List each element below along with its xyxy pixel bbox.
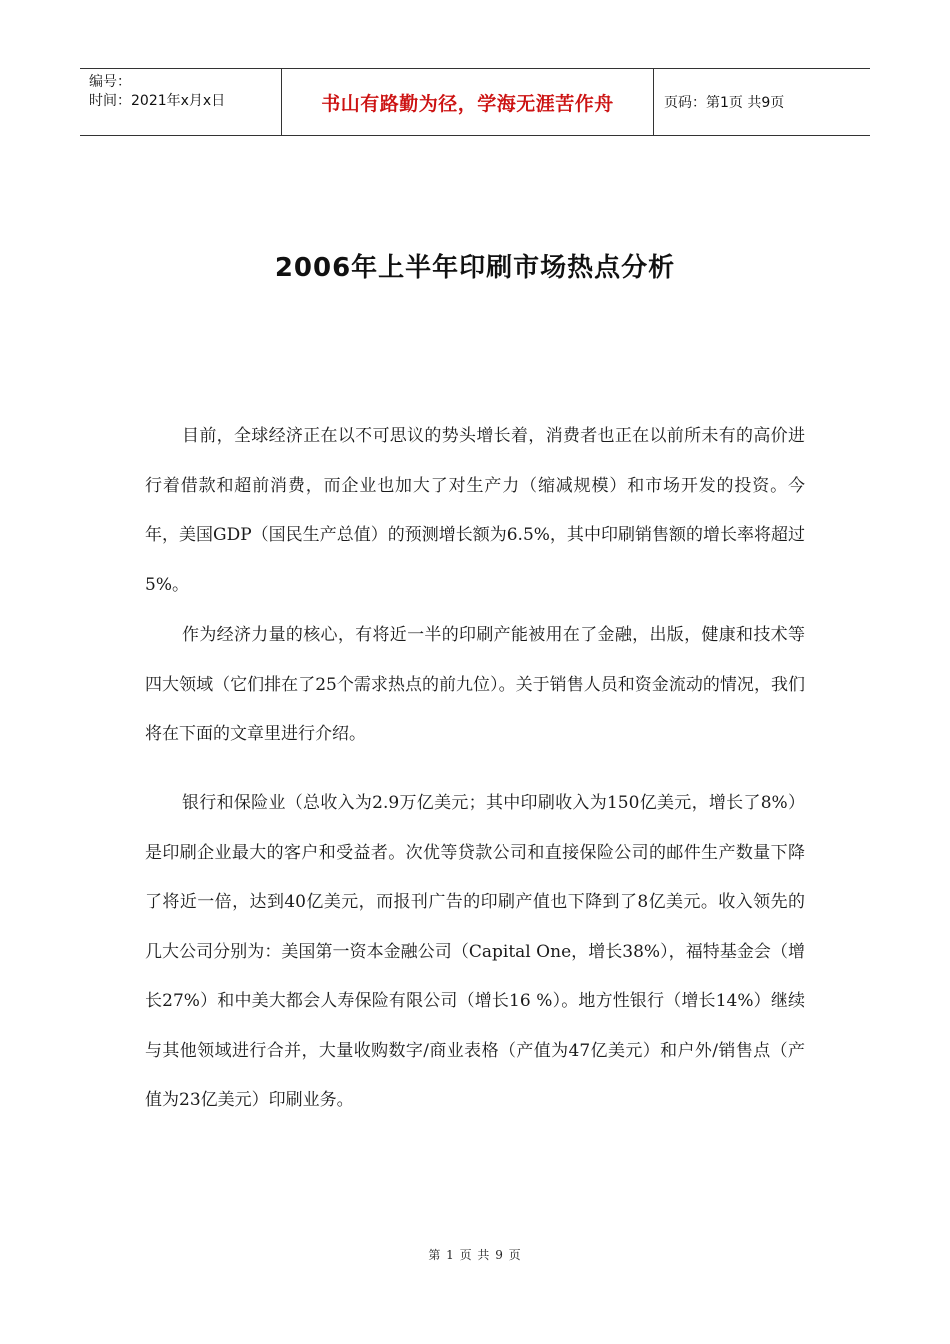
paragraph-2: 作为经济力量的核心，有将近一半的印刷产能被用在了金融，出版，健康和技术等四大领域（它们排在了25个需求热点的前九位）。关于销售人员和资金流动的情况，我们将在下面的文章里进行介绍。 <box>145 625 805 744</box>
document-title: 2006年上半年印刷市场热点分析 <box>274 253 676 283</box>
page-info: 页码：第1页 共9页 <box>664 95 785 111</box>
header-table <box>80 68 870 136</box>
number-label: 编号： <box>89 74 131 90</box>
header-meta-cell <box>80 69 281 135</box>
paragraph-block-1 <box>145 412 805 610</box>
paragraph-3: 银行和保险业（总收入为2.9万亿美元；其中印刷收入为150亿美元，增长了8%）是印刷企业最大的客户和受益者。次优等贷款公司和直接保险公司的邮件生产数量下降了将近一倍，达到40亿美元，而报刊广告的印刷产值也下降到了8亿美元。收入领先的几大公司分别为：美国第一资本金融公司（Capital One，增长38%），福特基金会（增长27%）和中美大都会人寿保险有限公司（增长16 %）。地方性银行（增长14%）继续与其他领域进行合并，大量收购数字/商业表格（产值为47亿美元）和户外/销售点（产值为23亿美元）印刷业务。 <box>145 793 805 1110</box>
header-motto-cell <box>281 69 654 135</box>
paragraph-block-3 <box>145 779 805 1126</box>
header-page-cell <box>654 69 870 135</box>
paragraph-1: 目前，全球经济正在以不可思议的势头增长着，消费者也正在以前所未有的高价进行着借款和超前消费，而企业也加大了对生产力（缩减规模）和市场开发的投资。今年，美国GDP（国民生产总值）的预测增长额为6.5%，其中印刷销售额的增长率将超过5%。 <box>145 426 805 595</box>
paragraph-block-2 <box>145 611 805 760</box>
page-footer: 第 1 页 共 9 页 <box>428 1248 522 1262</box>
motto-text: 书山有路勤为径，学海无涯苦作舟 <box>321 92 614 115</box>
time-label: 时间：2021年x月x日 <box>89 93 226 109</box>
